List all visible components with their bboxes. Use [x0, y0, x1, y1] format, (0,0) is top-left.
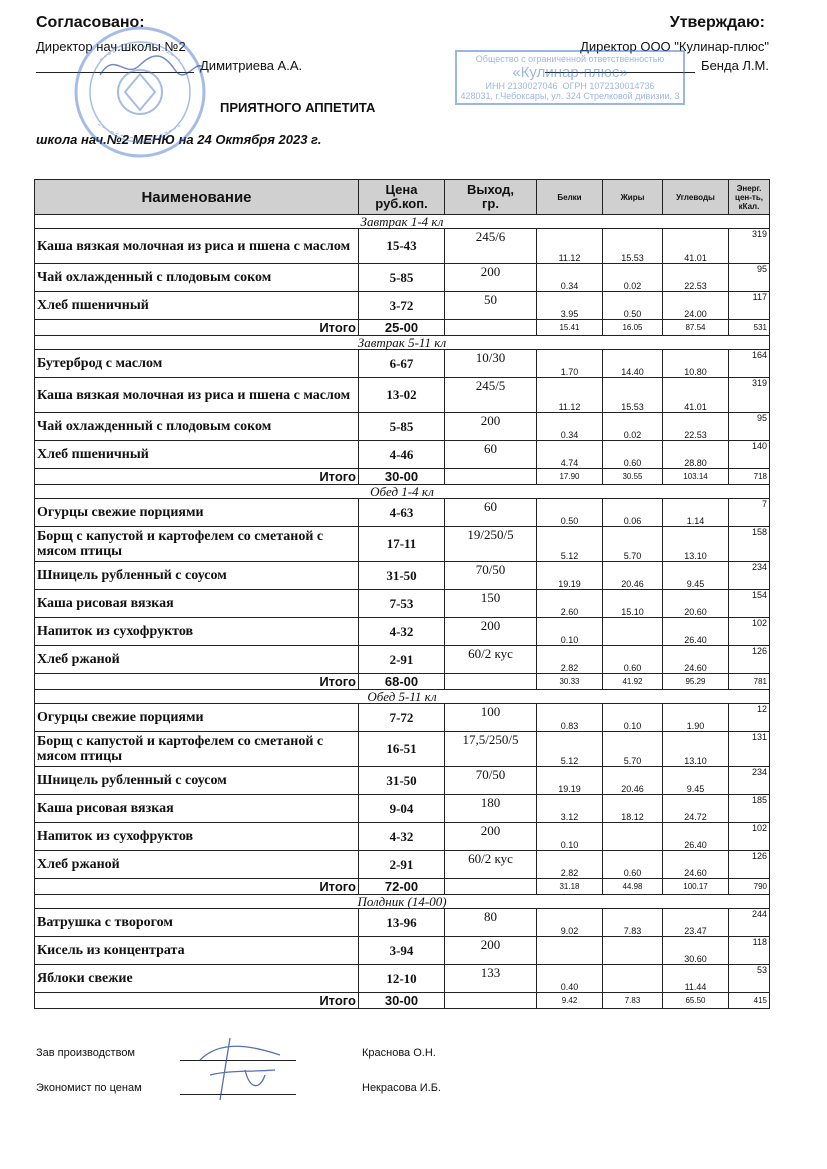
total-fat: 16.05: [603, 320, 663, 336]
total-label: Итого: [35, 674, 359, 690]
total-fat: 7.83: [603, 993, 663, 1009]
dish-fat: 0.10: [603, 704, 663, 732]
table-header-row: [35, 180, 770, 215]
table-row: [35, 350, 770, 378]
dish-protein: [537, 937, 603, 965]
dish-energy: 95: [729, 264, 770, 292]
table-row: [35, 562, 770, 590]
stamp-org: Общество с ограниченной ответственностью: [475, 54, 665, 64]
dish-name: Чай охлажденный с плодовым соком: [35, 264, 359, 292]
stamp-ogrn: ОГРН 1072130014736: [562, 81, 655, 91]
dish-price: 3-94: [359, 937, 445, 965]
dish-protein: 19.19: [537, 767, 603, 795]
dish-carbs: 23.47: [663, 909, 729, 937]
dish-price: 5-85: [359, 264, 445, 292]
total-protein: 17.90: [537, 469, 603, 485]
total-output-empty: [445, 469, 537, 485]
dish-name: Каша рисовая вязкая: [35, 795, 359, 823]
total-row: [35, 320, 770, 336]
total-protein: 9.42: [537, 993, 603, 1009]
dish-protein: 0.50: [537, 499, 603, 527]
dish-protein: 5.12: [537, 732, 603, 767]
table-row: [35, 767, 770, 795]
dish-price: 3-72: [359, 292, 445, 320]
dish-protein: 2.82: [537, 646, 603, 674]
total-protein: 31.18: [537, 879, 603, 895]
dish-carbs: 24.00: [663, 292, 729, 320]
dish-energy: 234: [729, 562, 770, 590]
total-fat: 44.98: [603, 879, 663, 895]
dish-protein: 19.19: [537, 562, 603, 590]
dish-carbs: 9.45: [663, 562, 729, 590]
section-row: [35, 336, 770, 350]
dish-output: 80: [445, 909, 537, 937]
total-row: [35, 993, 770, 1009]
dish-fat: 0.60: [603, 851, 663, 879]
dish-protein: 0.83: [537, 704, 603, 732]
dish-name: Огурцы свежие порциями: [35, 499, 359, 527]
dish-price: 4-63: [359, 499, 445, 527]
dish-name: Напиток из сухофруктов: [35, 618, 359, 646]
col-protein-header: Белки: [537, 180, 603, 215]
dish-output: 150: [445, 590, 537, 618]
company-stamp: [455, 20, 685, 130]
dish-carbs: 24.72: [663, 795, 729, 823]
section-title: Завтрак 5-11 кл: [35, 336, 770, 350]
dish-price: 2-91: [359, 646, 445, 674]
table-row: [35, 527, 770, 562]
dish-energy: 102: [729, 618, 770, 646]
dish-carbs: 13.10: [663, 527, 729, 562]
dish-protein: 1.70: [537, 350, 603, 378]
dish-carbs: 26.40: [663, 823, 729, 851]
dish-price: 15-43: [359, 229, 445, 264]
dish-price: 7-53: [359, 590, 445, 618]
dish-energy: 158: [729, 527, 770, 562]
dish-fat: [603, 965, 663, 993]
table-row: [35, 590, 770, 618]
dish-fat: 5.70: [603, 527, 663, 562]
dish-energy: 244: [729, 909, 770, 937]
dish-output: 19/250/5: [445, 527, 537, 562]
total-label: Итого: [35, 993, 359, 1009]
section-row: [35, 895, 770, 909]
dish-output: 133: [445, 965, 537, 993]
dish-energy: 12: [729, 704, 770, 732]
confirm-name: Бенда Л.М.: [701, 58, 769, 73]
dish-price: 12-10: [359, 965, 445, 993]
dish-name: Каша вязкая молочная из риса и пшена с маслом: [35, 378, 359, 413]
dish-output: 180: [445, 795, 537, 823]
dish-price: 4-32: [359, 823, 445, 851]
col-name-header: Наименование: [35, 180, 359, 215]
total-carbs: 65.50: [663, 993, 729, 1009]
total-fat: 30.55: [603, 469, 663, 485]
dish-energy: 118: [729, 937, 770, 965]
footer-name-economist: Некрасова И.Б.: [362, 1082, 441, 1094]
table-row: [35, 229, 770, 264]
dish-price: 17-11: [359, 527, 445, 562]
total-fat: 41.92: [603, 674, 663, 690]
dish-price: 6-67: [359, 350, 445, 378]
dish-name: Кисель из концентрата: [35, 937, 359, 965]
dish-carbs: 30.60: [663, 937, 729, 965]
dish-name: Каша вязкая молочная из риса и пшена с маслом: [35, 229, 359, 264]
dish-carbs: 22.53: [663, 413, 729, 441]
table-row: [35, 441, 770, 469]
dish-name: Огурцы свежие порциями: [35, 704, 359, 732]
dish-price: 7-72: [359, 704, 445, 732]
dish-price: 13-96: [359, 909, 445, 937]
total-output-empty: [445, 993, 537, 1009]
total-price: 25-00: [359, 320, 445, 336]
dish-carbs: 13.10: [663, 732, 729, 767]
dish-fat: 5.70: [603, 732, 663, 767]
total-protein: 30.33: [537, 674, 603, 690]
dish-carbs: 11.44: [663, 965, 729, 993]
dish-output: 17,5/250/5: [445, 732, 537, 767]
section-title: Полдник (14-00): [35, 895, 770, 909]
dish-energy: 164: [729, 350, 770, 378]
dish-protein: 2.82: [537, 851, 603, 879]
dish-carbs: 24.60: [663, 646, 729, 674]
dish-energy: 95: [729, 413, 770, 441]
dish-name: Шницель рубленный с соусом: [35, 562, 359, 590]
total-carbs: 87.54: [663, 320, 729, 336]
round-stamp-icon: [30, 12, 220, 162]
dish-protein: 0.34: [537, 264, 603, 292]
dish-fat: 20.46: [603, 767, 663, 795]
table-row: [35, 413, 770, 441]
signature-left-icon: [95, 45, 205, 85]
dish-protein: 5.12: [537, 527, 603, 562]
total-label: Итого: [35, 879, 359, 895]
total-row: [35, 674, 770, 690]
dish-name: Хлеб ржаной: [35, 851, 359, 879]
footer-name-production: Краснова О.Н.: [362, 1047, 436, 1059]
dish-output: 245/5: [445, 378, 537, 413]
col-output-header: Выход, гр.: [445, 180, 537, 215]
dish-carbs: 10.80: [663, 350, 729, 378]
stamp-company: «Кулинар-плюс»: [512, 64, 628, 81]
table-row: [35, 646, 770, 674]
confirm-title: Утверждаю:: [669, 14, 765, 31]
section-row: [35, 690, 770, 704]
table-row: [35, 618, 770, 646]
dish-output: 200: [445, 618, 537, 646]
dish-protein: 0.10: [537, 823, 603, 851]
col-energy-header: Энерг. цен-ть, кКал.: [729, 180, 770, 215]
dish-carbs: 1.90: [663, 704, 729, 732]
subtitle: ПРИЯТНОГО АППЕТИТА: [220, 100, 376, 115]
dish-output: 70/50: [445, 562, 537, 590]
dish-name: Борщ с капустой и картофелем со сметаной с мясом птицы: [35, 527, 359, 562]
dish-output: 60/2 кус: [445, 851, 537, 879]
dish-price: 4-32: [359, 618, 445, 646]
dish-name: Шницель рубленный с соусом: [35, 767, 359, 795]
dish-fat: [603, 937, 663, 965]
dish-energy: 131: [729, 732, 770, 767]
section-title: Обед 1-4 кл: [35, 485, 770, 499]
table-row: [35, 909, 770, 937]
total-carbs: 103.14: [663, 469, 729, 485]
dish-fat: 20.46: [603, 562, 663, 590]
dish-fat: 15.10: [603, 590, 663, 618]
dish-price: 31-50: [359, 562, 445, 590]
dish-energy: 319: [729, 229, 770, 264]
dish-fat: [603, 823, 663, 851]
dish-name: Каша рисовая вязкая: [35, 590, 359, 618]
stamp-address: 428031, г.Чебоксары, ул. 324 Стрелковой дивизии, 3: [460, 91, 680, 101]
col-price-header: Цена руб.коп.: [359, 180, 445, 215]
dish-protein: 3.95: [537, 292, 603, 320]
dish-carbs: 26.40: [663, 618, 729, 646]
total-price: 30-00: [359, 993, 445, 1009]
table-row: [35, 264, 770, 292]
dish-energy: 117: [729, 292, 770, 320]
menu-title: школа нач.№2 МЕНЮ на 24 Октября 2023 г.: [36, 132, 322, 147]
dish-fat: 7.83: [603, 909, 663, 937]
dish-protein: 11.12: [537, 378, 603, 413]
total-energy: 415: [729, 993, 770, 1009]
dish-energy: 319: [729, 378, 770, 413]
table-row: [35, 292, 770, 320]
section-row: [35, 215, 770, 229]
dish-price: 4-46: [359, 441, 445, 469]
dish-output: 60: [445, 441, 537, 469]
dish-output: 60: [445, 499, 537, 527]
dish-protein: 11.12: [537, 229, 603, 264]
total-row: [35, 469, 770, 485]
dish-carbs: 9.45: [663, 767, 729, 795]
dish-price: 9-04: [359, 795, 445, 823]
dish-carbs: 1.14: [663, 499, 729, 527]
dish-carbs: 41.01: [663, 378, 729, 413]
dish-name: Напиток из сухофруктов: [35, 823, 359, 851]
dish-carbs: 20.60: [663, 590, 729, 618]
table-row: [35, 704, 770, 732]
dish-energy: 53: [729, 965, 770, 993]
approved-title: Согласовано:: [36, 14, 145, 31]
table-row: [35, 378, 770, 413]
table-row: [35, 795, 770, 823]
dish-energy: 7: [729, 499, 770, 527]
dish-output: 200: [445, 937, 537, 965]
table-row: [35, 732, 770, 767]
dish-energy: 140: [729, 441, 770, 469]
dish-energy: 126: [729, 851, 770, 879]
signature-footer-icon: [190, 1030, 290, 1102]
dish-name: Бутерброд с маслом: [35, 350, 359, 378]
dish-output: 245/6: [445, 229, 537, 264]
section-title: Обед 5-11 кл: [35, 690, 770, 704]
total-price: 72-00: [359, 879, 445, 895]
dish-price: 13-02: [359, 378, 445, 413]
dish-fat: 0.02: [603, 264, 663, 292]
approved-position: Директор нач.школы №2: [36, 39, 186, 54]
dish-price: 5-85: [359, 413, 445, 441]
total-output-empty: [445, 674, 537, 690]
total-energy: 531: [729, 320, 770, 336]
table-row: [35, 499, 770, 527]
table-row: [35, 851, 770, 879]
total-energy: 781: [729, 674, 770, 690]
dish-energy: 185: [729, 795, 770, 823]
dish-fat: 0.60: [603, 646, 663, 674]
dish-fat: 0.06: [603, 499, 663, 527]
total-output-empty: [445, 320, 537, 336]
dish-fat: [603, 618, 663, 646]
dish-energy: 234: [729, 767, 770, 795]
total-protein: 15.41: [537, 320, 603, 336]
footer-role-economist: Экономист по ценам: [36, 1082, 142, 1094]
approved-name: Димитриева А.А.: [200, 58, 303, 73]
dish-fat: 0.60: [603, 441, 663, 469]
dish-name: Яблоки свежие: [35, 965, 359, 993]
dish-energy: 154: [729, 590, 770, 618]
table-row: [35, 965, 770, 993]
dish-name: Борщ с капустой и картофелем со сметаной с мясом птицы: [35, 732, 359, 767]
total-price: 30-00: [359, 469, 445, 485]
dish-carbs: 22.53: [663, 264, 729, 292]
menu-table: [34, 179, 770, 1009]
table-row: [35, 937, 770, 965]
dish-name: Чай охлажденный с плодовым соком: [35, 413, 359, 441]
dish-carbs: 28.80: [663, 441, 729, 469]
dish-protein: 4.74: [537, 441, 603, 469]
dish-protein: 2.60: [537, 590, 603, 618]
total-price: 68-00: [359, 674, 445, 690]
dish-output: 200: [445, 413, 537, 441]
dish-energy: 126: [729, 646, 770, 674]
dish-output: 200: [445, 264, 537, 292]
dish-output: 70/50: [445, 767, 537, 795]
dish-output: 50: [445, 292, 537, 320]
dish-carbs: 41.01: [663, 229, 729, 264]
dish-protein: 0.40: [537, 965, 603, 993]
dish-protein: 9.02: [537, 909, 603, 937]
total-label: Итого: [35, 320, 359, 336]
dish-name: Ватрушка с творогом: [35, 909, 359, 937]
dish-fat: 15.53: [603, 378, 663, 413]
dish-price: 2-91: [359, 851, 445, 879]
col-carb-header: Углеводы: [663, 180, 729, 215]
col-fat-header: Жиры: [603, 180, 663, 215]
dish-price: 31-50: [359, 767, 445, 795]
confirm-position: Директор ООО "Кулинар-плюс": [580, 39, 769, 54]
total-energy: 718: [729, 469, 770, 485]
dish-carbs: 24.60: [663, 851, 729, 879]
section-row: [35, 485, 770, 499]
dish-output: 60/2 кус: [445, 646, 537, 674]
dish-name: Хлеб ржаной: [35, 646, 359, 674]
table-row: [35, 823, 770, 851]
total-row: [35, 879, 770, 895]
dish-fat: 0.50: [603, 292, 663, 320]
section-title: Завтрак 1-4 кл: [35, 215, 770, 229]
dish-fat: 0.02: [603, 413, 663, 441]
total-energy: 790: [729, 879, 770, 895]
total-carbs: 100.17: [663, 879, 729, 895]
dish-output: 10/30: [445, 350, 537, 378]
total-output-empty: [445, 879, 537, 895]
dish-fat: 15.53: [603, 229, 663, 264]
dish-output: 100: [445, 704, 537, 732]
total-label: Итого: [35, 469, 359, 485]
dish-name: Хлеб пшеничный: [35, 292, 359, 320]
dish-name: Хлеб пшеничный: [35, 441, 359, 469]
dish-protein: 0.10: [537, 618, 603, 646]
footer-role-production: Зав производством: [36, 1047, 135, 1059]
dish-output: 200: [445, 823, 537, 851]
dish-protein: 3.12: [537, 795, 603, 823]
total-carbs: 95.29: [663, 674, 729, 690]
dish-fat: 18.12: [603, 795, 663, 823]
stamp-inn: ИНН 2130027046: [485, 81, 558, 91]
dish-fat: 14.40: [603, 350, 663, 378]
dish-protein: 0.34: [537, 413, 603, 441]
dish-energy: 102: [729, 823, 770, 851]
dish-price: 16-51: [359, 732, 445, 767]
